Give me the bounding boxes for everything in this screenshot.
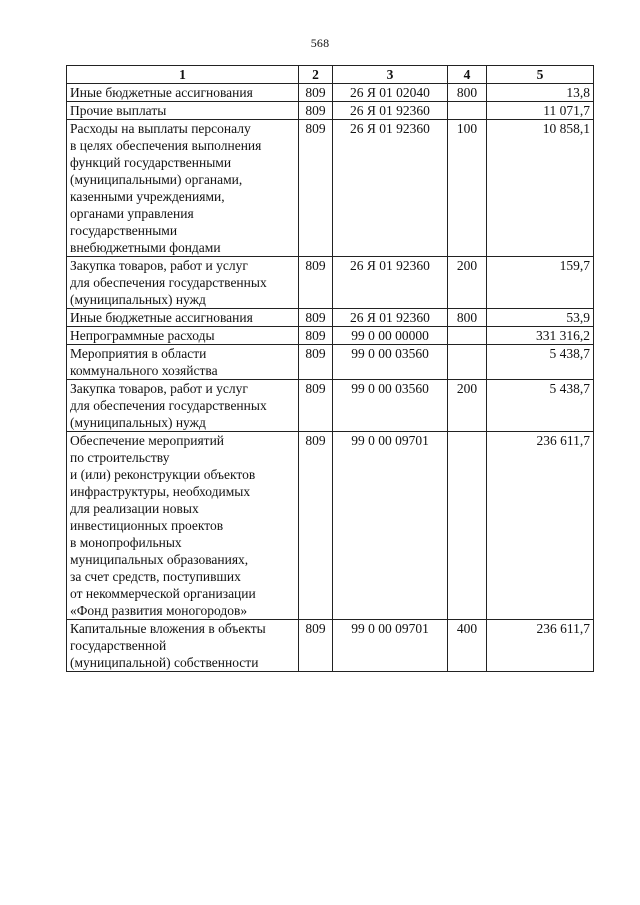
cell-name-line: муниципальных образованиях, (70, 552, 249, 567)
cell-code: 809 (299, 120, 333, 257)
cell-amount: 159,7 (487, 257, 594, 309)
cell-code: 809 (299, 620, 333, 672)
cell-name-line: Непрограммные расходы (70, 328, 215, 343)
cell-name-line: Капитальные вложения в объекты (70, 621, 266, 636)
cell-name-line: за счет средств, поступивших (70, 569, 241, 584)
cell-code: 809 (299, 380, 333, 432)
column-header-article: 3 (333, 66, 448, 84)
cell-name-line: для обеспечения государственных (70, 275, 267, 290)
cell-name-line: в целях обеспечения выполнения (70, 138, 262, 153)
table-row (67, 257, 594, 309)
cell-type: 200 (448, 257, 487, 309)
table-row (67, 309, 594, 327)
cell-amount: 5 438,7 (487, 345, 594, 380)
cell-name-line: от некоммерческой организации (70, 586, 256, 601)
cell-code: 809 (299, 327, 333, 345)
cell-name-line: и (или) реконструкции объектов (70, 467, 256, 482)
cell-name-line: Закупка товаров, работ и услуг (70, 258, 248, 273)
cell-type (448, 345, 487, 380)
table-row (67, 432, 594, 620)
cell-article: 26 Я 01 92360 (333, 257, 448, 309)
cell-type (448, 432, 487, 620)
cell-name (67, 309, 299, 327)
cell-name-line: коммунального хозяйства (70, 363, 218, 378)
cell-name-line: Иные бюджетные ассигнования (70, 310, 253, 325)
cell-article: 26 Я 01 02040 (333, 84, 448, 102)
cell-name-line: функций государственными (70, 155, 232, 170)
cell-name (67, 345, 299, 380)
cell-article: 99 0 00 00000 (333, 327, 448, 345)
header-row (67, 66, 594, 84)
cell-name-line: Мероприятия в области (70, 346, 207, 361)
table-row (67, 380, 594, 432)
budget-table (66, 65, 594, 672)
cell-article: 99 0 00 09701 (333, 432, 448, 620)
cell-name-line: Закупка товаров, работ и услуг (70, 381, 248, 396)
cell-name-line: государственными (70, 223, 178, 238)
cell-name (67, 327, 299, 345)
cell-name-line: (муниципальных) нужд (70, 292, 206, 307)
cell-code: 809 (299, 102, 333, 120)
cell-name-line: Расходы на выплаты персоналу (70, 121, 251, 136)
column-header-type: 4 (448, 66, 487, 84)
cell-article: 26 Я 01 92360 (333, 102, 448, 120)
column-header-name: 1 (67, 66, 299, 84)
cell-name (67, 380, 299, 432)
cell-name-line: инфраструктуры, необходимых (70, 484, 251, 499)
cell-name-line: Обеспечение мероприятий (70, 433, 225, 448)
cell-name (67, 102, 299, 120)
cell-name-line: инвестиционных проектов (70, 518, 224, 533)
cell-amount: 53,9 (487, 309, 594, 327)
cell-name-line: государственной (70, 638, 167, 653)
cell-name-line: органами управления (70, 206, 194, 221)
cell-name (67, 84, 299, 102)
cell-name-line: для обеспечения государственных (70, 398, 267, 413)
page-number: 568 (310, 36, 330, 50)
cell-name (67, 620, 299, 672)
cell-name-line: (муниципальной) собственности (70, 655, 259, 670)
cell-name-line: (муниципальными) органами, (70, 172, 243, 187)
cell-name-line: (муниципальных) нужд (70, 415, 206, 430)
table-row (67, 120, 594, 257)
cell-type: 800 (448, 309, 487, 327)
cell-type: 200 (448, 380, 487, 432)
cell-article: 99 0 00 09701 (333, 620, 448, 672)
cell-name-line: Иные бюджетные ассигнования (70, 85, 253, 100)
table-body (67, 84, 594, 672)
cell-amount: 331 316,2 (487, 327, 594, 345)
table-row (67, 345, 594, 380)
cell-name-line: в монопрофильных (70, 535, 182, 550)
table-row (67, 102, 594, 120)
cell-amount: 10 858,1 (487, 120, 594, 257)
cell-name-line: казенными учреждениями, (70, 189, 225, 204)
table-row (67, 327, 594, 345)
cell-article: 26 Я 01 92360 (333, 120, 448, 257)
cell-article: 26 Я 01 92360 (333, 309, 448, 327)
cell-amount: 5 438,7 (487, 380, 594, 432)
cell-code: 809 (299, 432, 333, 620)
cell-name (67, 120, 299, 257)
cell-amount: 11 071,7 (487, 102, 594, 120)
cell-name-line: внебюджетными фондами (70, 240, 221, 255)
cell-amount: 13,8 (487, 84, 594, 102)
cell-name-line: по строительству (70, 450, 170, 465)
cell-name (67, 257, 299, 309)
cell-article: 99 0 00 03560 (333, 380, 448, 432)
cell-type (448, 102, 487, 120)
cell-name (67, 432, 299, 620)
cell-name-line: Прочие выплаты (70, 103, 167, 118)
cell-code: 809 (299, 345, 333, 380)
cell-type: 400 (448, 620, 487, 672)
column-header-code: 2 (299, 66, 333, 84)
cell-code: 809 (299, 257, 333, 309)
table-row (67, 620, 594, 672)
column-header-amount: 5 (487, 66, 594, 84)
cell-amount: 236 611,7 (487, 620, 594, 672)
table-row (67, 84, 594, 102)
cell-type: 100 (448, 120, 487, 257)
cell-type: 800 (448, 84, 487, 102)
cell-type (448, 327, 487, 345)
cell-code: 809 (299, 84, 333, 102)
cell-code: 809 (299, 309, 333, 327)
cell-name-line: для реализации новых (70, 501, 199, 516)
cell-amount: 236 611,7 (487, 432, 594, 620)
cell-article: 99 0 00 03560 (333, 345, 448, 380)
cell-name-line: «Фонд развития моногородов» (70, 603, 248, 618)
